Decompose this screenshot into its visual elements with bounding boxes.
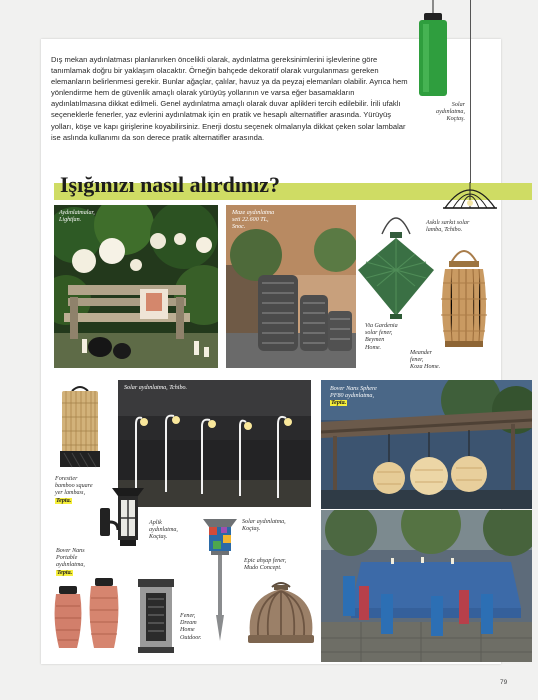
caption-bover-sphere: Bover Nans Sphere PF80 aydınlatma, Tepta.: [330, 386, 377, 407]
rattan-lantern-image: [435, 243, 493, 349]
caption-solar-tchibo: Solar aydınlatma, Tchibo.: [124, 385, 188, 391]
caption-aplik: Aplik aydınlatma, Koçtaş.: [149, 520, 178, 541]
caption-solar-koctas: Solar aydınlatma, Koçtaş.: [242, 519, 286, 533]
bamboo-floor-lamp-image: [54, 383, 106, 473]
caption-bover-portable: Bover Nans Portable aydınlatma, Tepta.: [56, 548, 85, 576]
caption-solar-top: Solar aydınlatma, Koçtaş.: [436, 102, 465, 123]
wire-pendant-lamp-image: [441, 178, 499, 212]
caption-askili: Askılı sarkıt solar lamba, Tchibo.: [426, 220, 470, 234]
solar-pendant-lamp-image: [414, 0, 454, 100]
outdoor-dining-table-photo: [321, 510, 532, 662]
caption-epic: Epic ahşap fener, Mudo Concept.: [244, 558, 287, 572]
pendant-cord: [470, 0, 471, 190]
caption-aydinlatmalar: Aydınlatmalar, Lightfan.: [59, 210, 95, 224]
garden-bench-photo: [54, 205, 218, 368]
caption-forestier: Forestier bamboo square yer lambası, Tepta.: [55, 476, 93, 504]
mosaic-solar-lamp-image: [199, 515, 241, 645]
caption-maze: Maze aydınlatma seti 22.600 TL, Snoc.: [232, 210, 275, 231]
intro-paragraph: Dış mekan aydınlatması planlanırken öncelikli olarak, aydınlatma gereksinimlerini işlevlerine göre tanımlamak doğru bir yaklaşım olacaktır. Örneğin bahçede dekoratif olarak vurgulanması gereken elemanların belirlenmesi gerekir. Bunlar ağaçlar, çalılar, havuz ya da peyzaj elemanları olabilir. Ayrıca hem yönlendirme hem de güvenlik amaçlı olarak yürüyüş yollarının ve varsa eğer basamakların aydınlatılmasına dikkat edilmeli. Genel aydınlatma amaçlı olarak duvar aplikleri tercih edilebilir. İrili ufaklı seçeneklerle fenerler, yaz evlerini aydınlatmak için en pratik ve hesaplı alternatifler arasında. Yürüyüş yolları, köşe ve kapı girişlerine koyabilirsiniz. Enerji dostu seçenek olmalarıyla dikkat çeken solar lambalar ise aslında kullanımı da son derece pratik alternatifler arasında.: [51, 55, 408, 142]
caption-meander: Meander fener, Koza Home.: [410, 350, 441, 371]
page-number: 79: [500, 679, 508, 686]
caption-fener-dream: Fener, Dream Home Outdoor.: [180, 613, 202, 641]
wall-lantern-image: [98, 478, 148, 560]
coral-portable-lamps-image: [53, 578, 125, 652]
section-headline: Işığınızı nasıl alırdınız?: [60, 172, 281, 197]
wooden-lantern-image: [244, 579, 318, 649]
caption-gardenia: Via Gardenia solar fener, Beymen Home.: [365, 323, 398, 351]
metal-square-lantern-image: [134, 577, 178, 655]
